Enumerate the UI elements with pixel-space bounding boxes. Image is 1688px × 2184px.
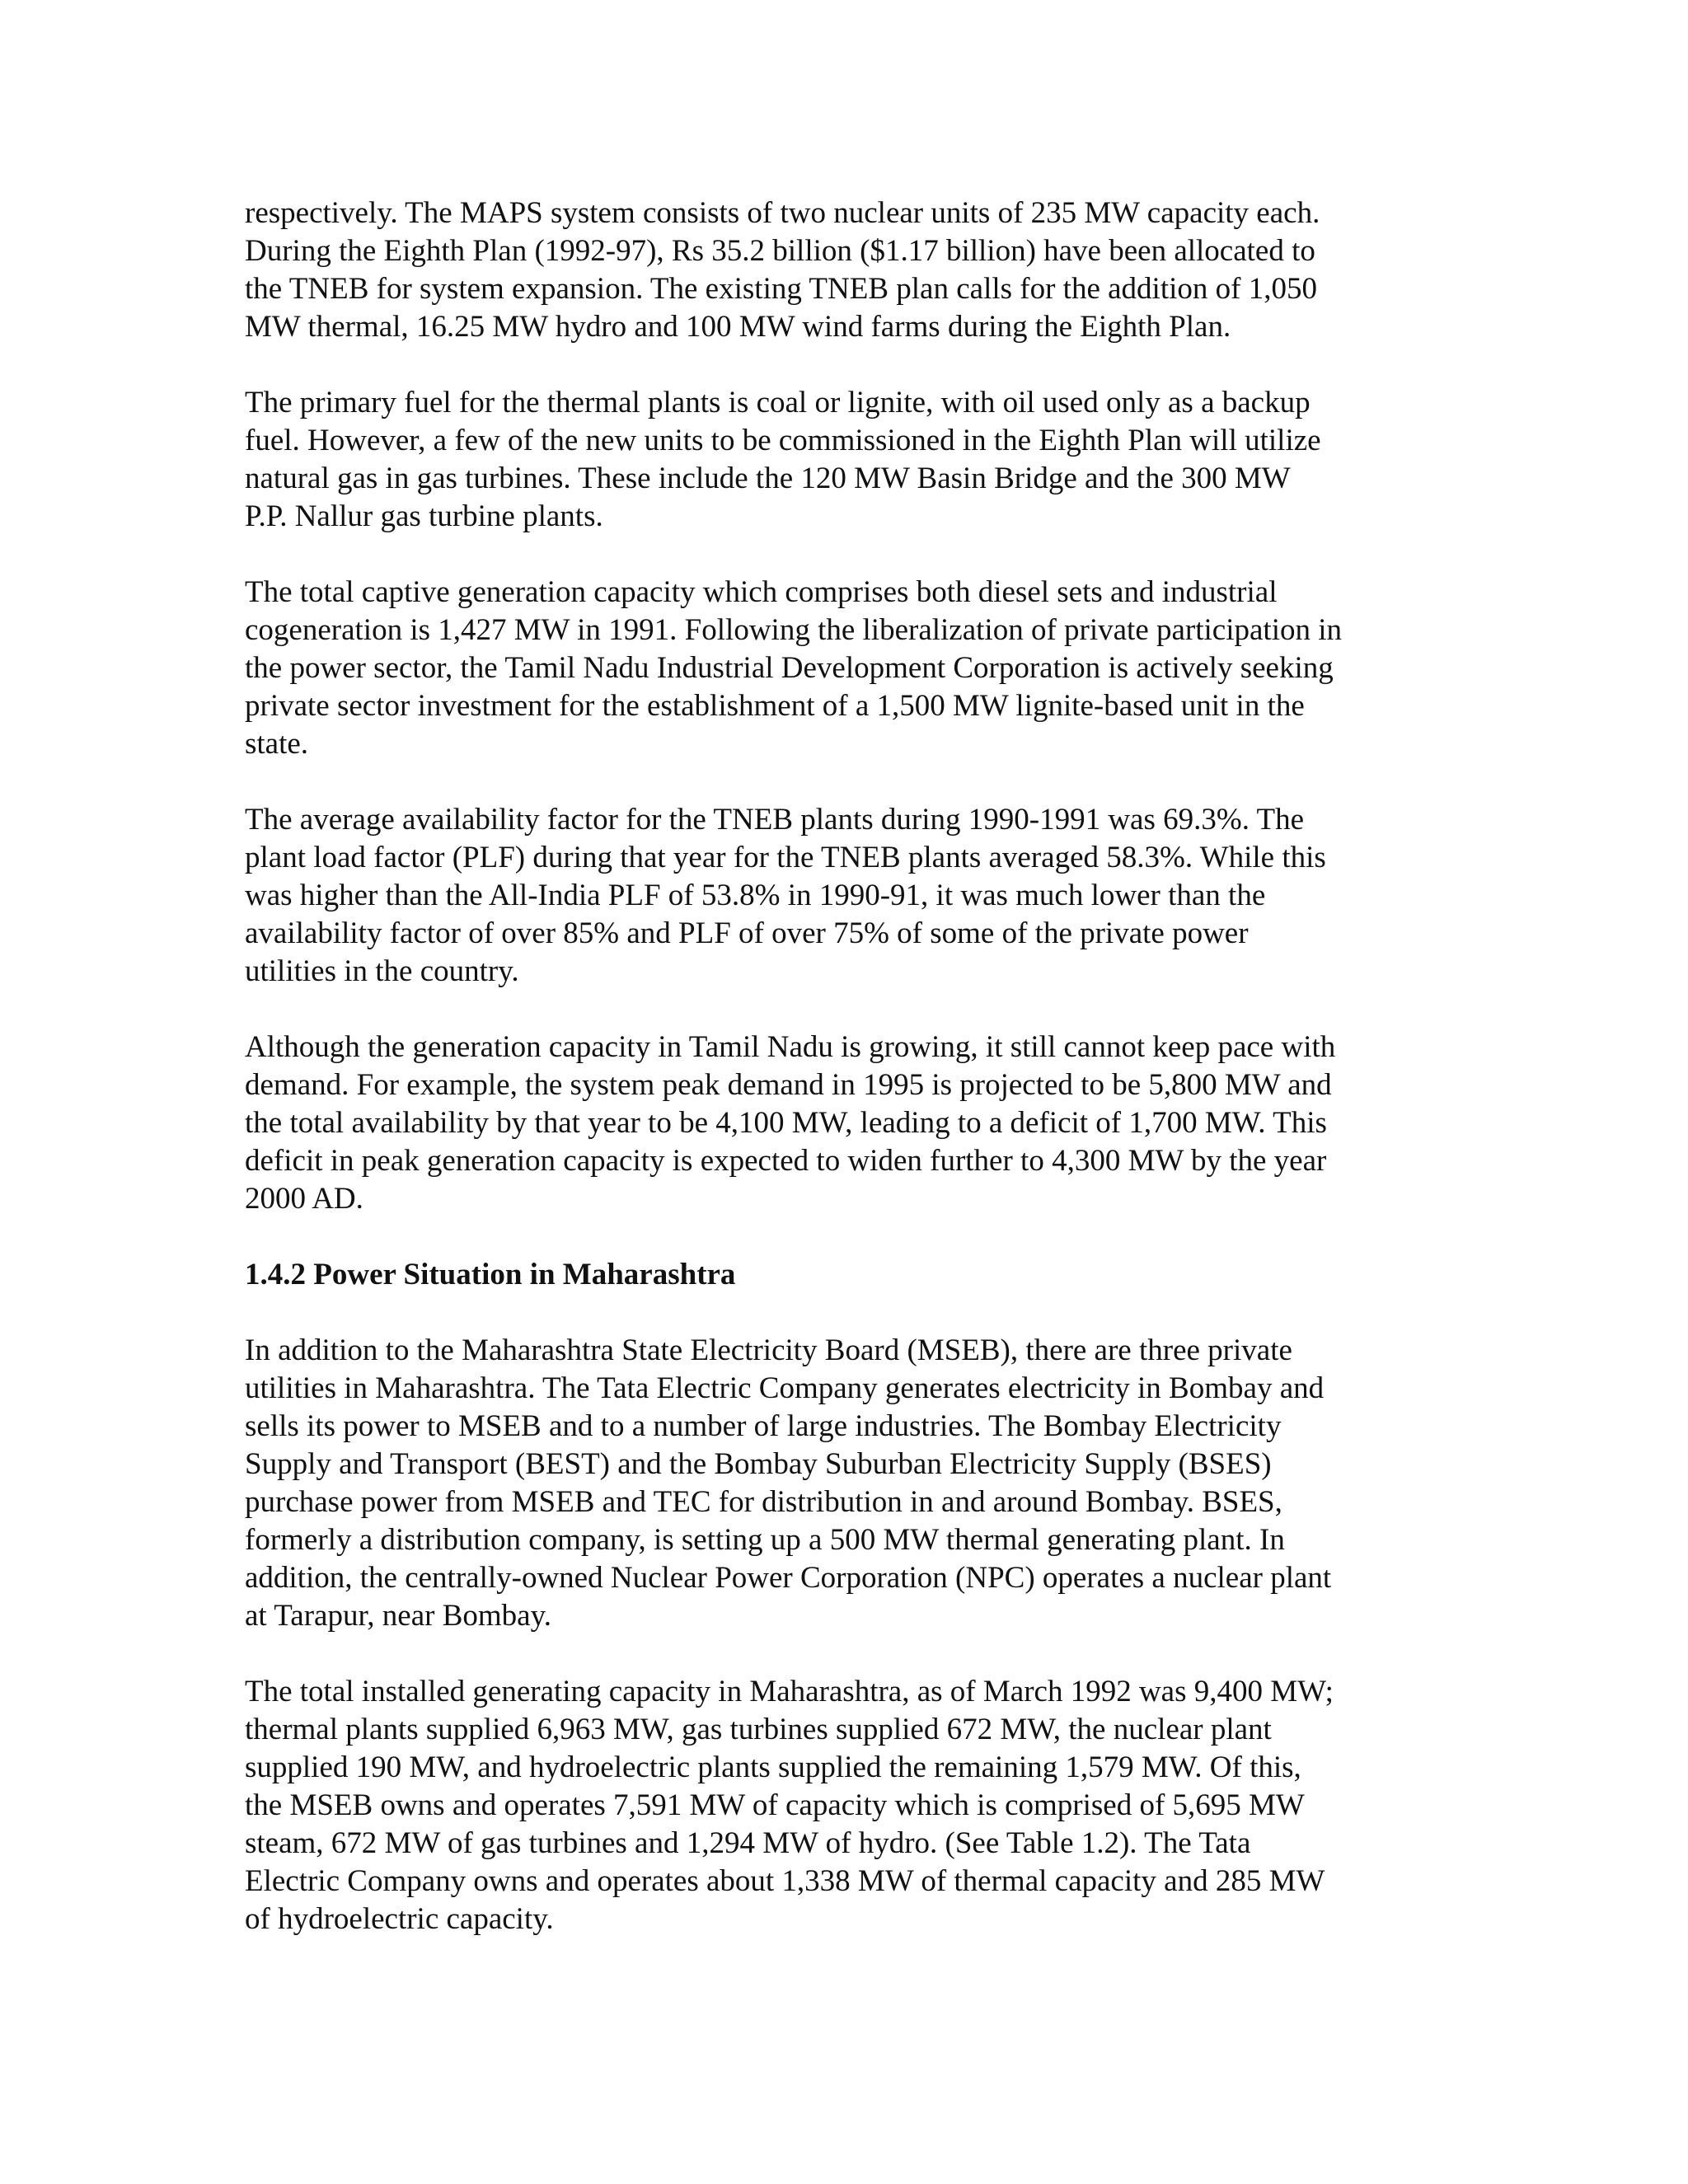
paragraph-maps-system bbox=[245, 194, 1432, 346]
paragraph-installed-capacity bbox=[245, 1673, 1432, 1938]
text-line: state. bbox=[245, 727, 309, 761]
document-body bbox=[245, 194, 1432, 1976]
text-line: utilities in the country. bbox=[245, 954, 519, 988]
text-line: private sector investment for the establishment of a 1,500 MW lignite-based unit in the bbox=[245, 689, 1305, 723]
text-line: fuel. However, a few of the new units to be commissioned in the Eighth Plan will utilize bbox=[245, 424, 1321, 457]
text-line: The total captive generation capacity which comprises both diesel sets and industrial bbox=[245, 575, 1278, 609]
text-line: demand. For example, the system peak demand in 1995 is projected to be 5,800 MW and bbox=[245, 1068, 1332, 1102]
text-line: The total installed generating capacity in Maharashtra, as of March 1992 was 9,400 MW; bbox=[245, 1675, 1334, 1708]
text-line: During the Eighth Plan (1992-97), Rs 35.2 billion ($1.17 billion) have been allocated to bbox=[245, 234, 1315, 268]
text-line: addition, the centrally-owned Nuclear Power Corporation (NPC) operates a nuclear plant bbox=[245, 1561, 1332, 1595]
text-line: Although the generation capacity in Tamil Nadu is growing, it still cannot keep pace with bbox=[245, 1030, 1336, 1064]
text-line: cogeneration is 1,427 MW in 1991. Following the liberalization of private participation in bbox=[245, 613, 1343, 647]
text-line: the total availability by that year to be 4,100 MW, leading to a deficit of 1,700 MW. This bbox=[245, 1106, 1327, 1140]
text-line: plant load factor (PLF) during that year for the TNEB plants averaged 58.3%. While this bbox=[245, 841, 1326, 874]
text-line: 2000 AD. bbox=[245, 1182, 363, 1216]
text-line: thermal plants supplied 6,963 MW, gas turbines supplied 672 MW, the nuclear plant bbox=[245, 1713, 1272, 1746]
text-line: sells its power to MSEB and to a number of large industries. The Bombay Electricity bbox=[245, 1409, 1282, 1443]
text-line: at Tarapur, near Bombay. bbox=[245, 1599, 551, 1633]
section-heading: 1.4.2 Power Situation in Maharashtra bbox=[245, 1258, 736, 1291]
text-line: The average availability factor for the TNEB plants during 1990-1991 was 69.3%. The bbox=[245, 803, 1305, 837]
text-line: was higher than the All-India PLF of 53.8% in 1990-91, it was much lower than the bbox=[245, 879, 1266, 912]
paragraph-primary-fuel bbox=[245, 384, 1432, 536]
paragraph-maharashtra-utilities bbox=[245, 1332, 1432, 1635]
text-line: MW thermal, 16.25 MW hydro and 100 MW wind farms during the Eighth Plan. bbox=[245, 310, 1231, 344]
text-line: Electric Company owns and operates about 1,338 MW of thermal capacity and 285 MW bbox=[245, 1864, 1325, 1898]
text-line: purchase power from MSEB and TEC for distribution in and around Bombay. BSES, bbox=[245, 1485, 1282, 1519]
text-line: In addition to the Maharashtra State Electricity Board (MSEB), there are three private bbox=[245, 1333, 1292, 1367]
text-line: The primary fuel for the thermal plants is coal or lignite, with oil used only as a backup bbox=[245, 386, 1311, 419]
paragraph-captive-generation bbox=[245, 574, 1432, 763]
paragraph-demand-deficit bbox=[245, 1029, 1432, 1218]
text-line: the TNEB for system expansion. The existing TNEB plan calls for the addition of 1,050 bbox=[245, 272, 1317, 306]
text-line: P.P. Nallur gas turbine plants. bbox=[245, 499, 603, 533]
text-line: respectively. The MAPS system consists of two nuclear units of 235 MW capacity each. bbox=[245, 196, 1320, 230]
text-line: steam, 672 MW of gas turbines and 1,294 MW of hydro. (See Table 1.2). The Tata bbox=[245, 1826, 1251, 1860]
text-line: of hydroelectric capacity. bbox=[245, 1902, 554, 1936]
text-line: utilities in Maharashtra. The Tata Electric Company generates electricity in Bombay and bbox=[245, 1371, 1325, 1405]
text-line: the MSEB owns and operates 7,591 MW of capacity which is comprised of 5,695 MW bbox=[245, 1788, 1305, 1822]
text-line: natural gas in gas turbines. These include the 120 MW Basin Bridge and the 300 MW bbox=[245, 462, 1291, 495]
text-line: availability factor of over 85% and PLF of over 75% of some of the private power bbox=[245, 916, 1249, 950]
text-line: deficit in peak generation capacity is expected to widen further to 4,300 MW by the year bbox=[245, 1144, 1327, 1178]
text-line: the power sector, the Tamil Nadu Industrial Development Corporation is actively seeking bbox=[245, 651, 1334, 685]
paragraph-availability-factor bbox=[245, 801, 1432, 991]
text-line: formerly a distribution company, is setting up a 500 MW thermal generating plant. In bbox=[245, 1523, 1285, 1557]
text-line: Supply and Transport (BEST) and the Bombay Suburban Electricity Supply (BSES) bbox=[245, 1447, 1272, 1481]
text-line: supplied 190 MW, and hydroelectric plants supplied the remaining 1,579 MW. Of this, bbox=[245, 1750, 1301, 1784]
